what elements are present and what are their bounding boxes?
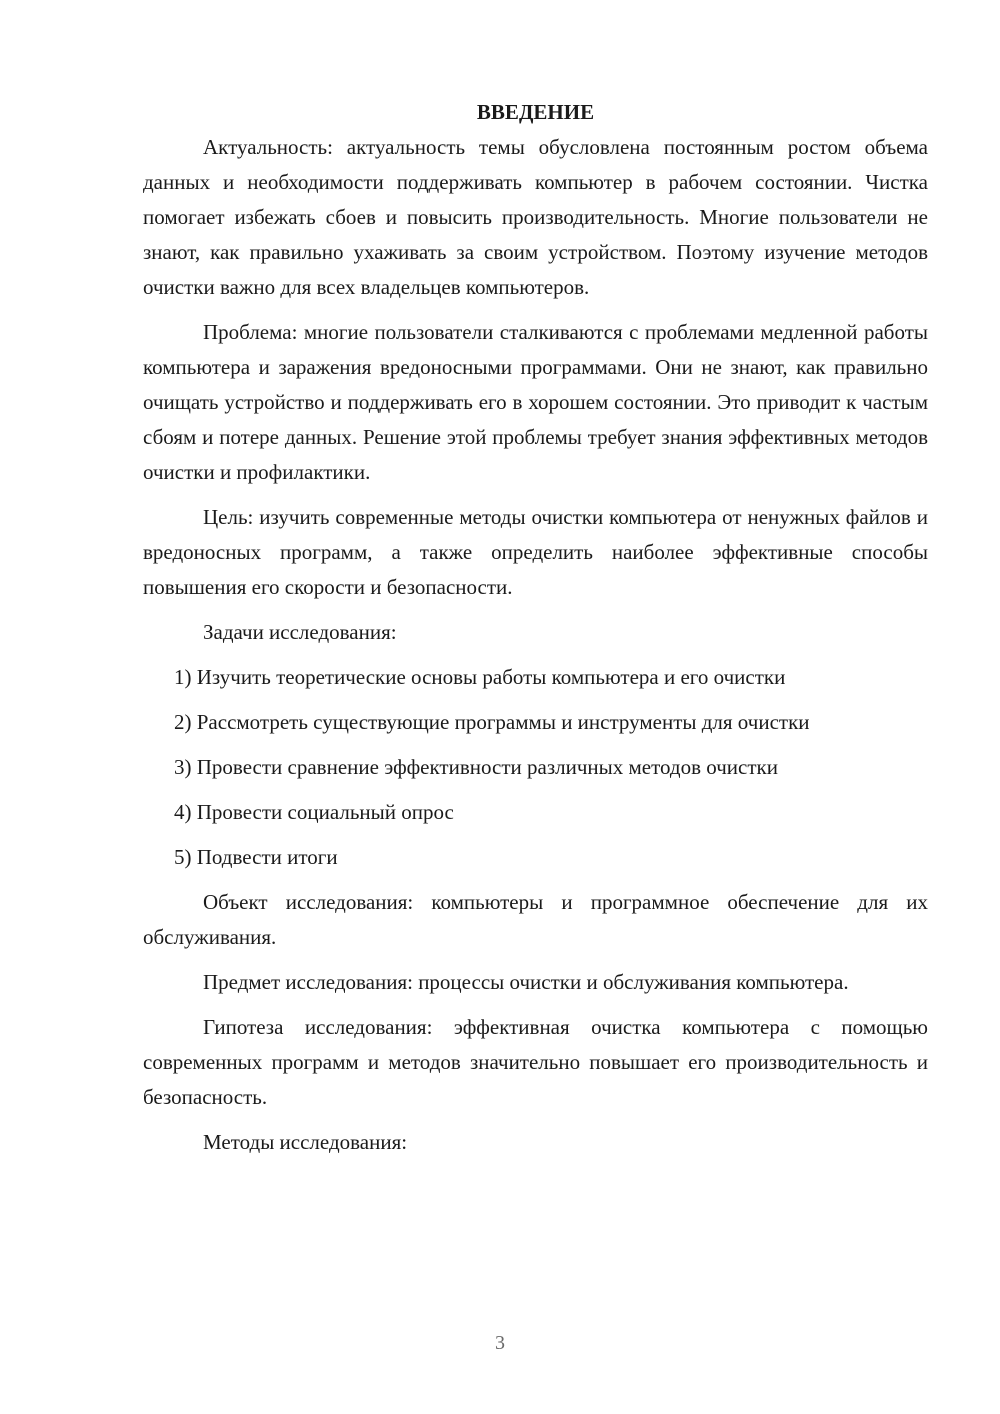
subject-paragraph: Предмет исследования: процессы очистки и обслуживания компьютера. [203,970,849,994]
page-number: 3 [495,1332,505,1354]
document-body [143,95,928,1170]
object-paragraph: Объект исследования: компьютеры и программное обеспечение для их обслуживания. [143,890,928,949]
list-item: 4) Провести социальный опрос [174,800,454,824]
list-item: 2) Рассмотреть существующие программы и инструменты для очистки [174,710,810,734]
relevance-paragraph: Актуальность: актуальность темы обусловлена постоянным ростом объема данных и необходимости поддерживать компьютер в рабочем состоянии. Чистка помогает избежать сбоев и повысить производительность. Многие пользователи не знают, как правильно ухаживать за своим устройством. Поэтому изучение методов очистки важно для всех владельцев компьютеров. [143,135,928,299]
list-item: 1) Изучить теоретические основы работы компьютера и его очистки [174,665,786,689]
list-item: 5) Подвести итоги [174,845,338,869]
hypothesis-paragraph: Гипотеза исследования: эффективная очистка компьютера с помощью современных программ и методов значительно повышает его производительность и безопасность. [143,1015,928,1109]
page-title: ВВЕДЕНИЕ [476,100,595,124]
goal-paragraph: Цель: изучить современные методы очистки компьютера от ненужных файлов и вредоносных программ, а также определить наиболее эффективные способы повышения его скорости и безопасности. [143,505,928,599]
tasks-heading: Задачи исследования: [203,620,397,644]
problem-paragraph: Проблема: многие пользователи сталкиваются с проблемами медленной работы компьютера и заражения вредоносными программами. Они не знают, как правильно очищать устройство и поддерживать его в хорошем состоянии. Это приводит к частым сбоям и потере данных. Решение этой проблемы требует знания эффективных методов очистки и профилактики. [143,320,928,484]
list-item: 3) Провести сравнение эффективности различных методов очистки [174,755,778,779]
methods-heading: Методы исследования: [203,1130,408,1154]
tasks-list [143,660,928,875]
